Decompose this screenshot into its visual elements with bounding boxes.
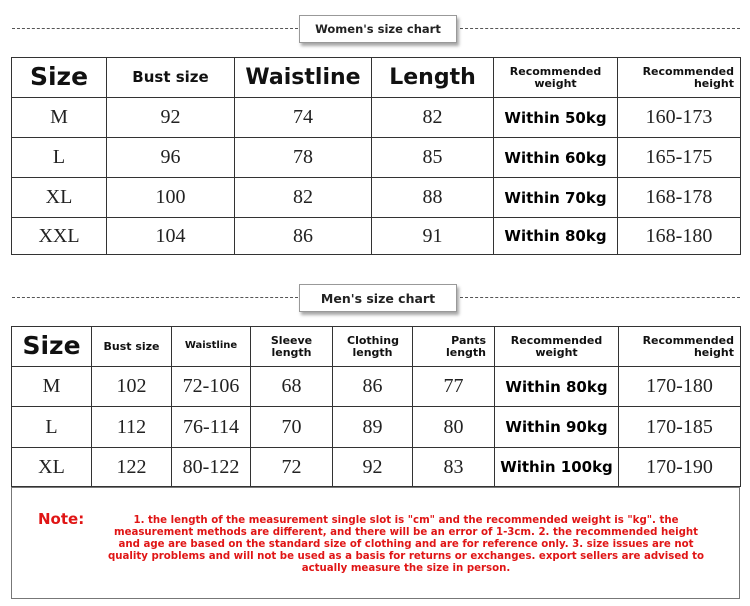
- height-cell: 165-175: [618, 138, 741, 178]
- clothing-length-cell: 92: [333, 448, 413, 487]
- size-cell: L: [12, 138, 107, 178]
- men-header-row: [12, 327, 741, 367]
- sleeve-length-cell: 72: [251, 448, 333, 487]
- height-cell: 170-190: [619, 448, 741, 487]
- weight-cell: Within 80kg: [494, 218, 618, 255]
- size-cell: XXL: [12, 218, 107, 255]
- table-row: [12, 138, 741, 178]
- women-header-row: [12, 58, 741, 98]
- table-row: [12, 448, 741, 487]
- bust-cell: 112: [92, 407, 172, 448]
- sleeve-length-cell: 68: [251, 367, 333, 407]
- note-label: Note:: [38, 510, 85, 528]
- col-header-size: Size: [12, 327, 92, 367]
- length-cell: 88: [372, 178, 494, 218]
- col-header-waistline: Waistline: [172, 327, 251, 367]
- weight-cell: Within 100kg: [495, 448, 619, 487]
- length-cell: 91: [372, 218, 494, 255]
- size-cell: M: [12, 98, 107, 138]
- bust-cell: 102: [92, 367, 172, 407]
- pants-length-cell: 80: [413, 407, 495, 448]
- table-row: [12, 367, 741, 407]
- col-header-size: Size: [12, 58, 107, 98]
- col-header-height: Recommended height: [618, 58, 741, 98]
- men-chart-title: Men's size chart: [299, 284, 457, 312]
- length-cell: 82: [372, 98, 494, 138]
- col-header-length: Length: [372, 58, 494, 98]
- height-cell: 160-173: [618, 98, 741, 138]
- waistline-cell: 72-106: [172, 367, 251, 407]
- waistline-cell: 76-114: [172, 407, 251, 448]
- col-header-bust: Bust size: [107, 58, 235, 98]
- length-cell: 85: [372, 138, 494, 178]
- col-header-weight: Recommended weight: [494, 58, 618, 98]
- men-divider-left: [12, 297, 298, 298]
- height-cell: 170-180: [619, 367, 741, 407]
- size-cell: XL: [12, 448, 92, 487]
- bust-cell: 104: [107, 218, 235, 255]
- clothing-length-cell: 89: [333, 407, 413, 448]
- note-box: [11, 487, 740, 599]
- note-text: 1. the length of the measurement single slot is "cm" and the recommended weight is "kg". the measurement methods are different, and there will be an error of 1-3cm. 2. the recommended height and age are based on the standard size of clothing and are for reference only. 3. size issues are not quality problems and will not be used as a basis for returns or exchanges. export sellers are advised to actually measure the size in person.: [108, 515, 704, 574]
- col-header-waistline: Waistline: [235, 58, 372, 98]
- waistline-cell: 80-122: [172, 448, 251, 487]
- bust-cell: 96: [107, 138, 235, 178]
- pants-length-cell: 77: [413, 367, 495, 407]
- col-header-height: Recommended height: [619, 327, 741, 367]
- col-header-weight: Recommended weight: [495, 327, 619, 367]
- clothing-length-cell: 86: [333, 367, 413, 407]
- women-divider-left: [12, 28, 298, 29]
- waistline-cell: 82: [235, 178, 372, 218]
- sleeve-length-cell: 70: [251, 407, 333, 448]
- women-size-table: [11, 57, 741, 255]
- col-header-pants-length: Pants length: [413, 327, 495, 367]
- waistline-cell: 74: [235, 98, 372, 138]
- waistline-cell: 86: [235, 218, 372, 255]
- size-cell: M: [12, 367, 92, 407]
- table-row: [12, 407, 741, 448]
- waistline-cell: 78: [235, 138, 372, 178]
- col-header-bust: Bust size: [92, 327, 172, 367]
- height-cell: 168-180: [618, 218, 741, 255]
- height-cell: 170-185: [619, 407, 741, 448]
- women-chart-title: Women's size chart: [299, 15, 457, 43]
- col-header-sleeve-length: Sleeve length: [251, 327, 333, 367]
- bust-cell: 92: [107, 98, 235, 138]
- weight-cell: Within 50kg: [494, 98, 618, 138]
- height-cell: 168-178: [618, 178, 741, 218]
- table-row: [12, 218, 741, 255]
- men-size-table: [11, 326, 741, 487]
- women-divider-right: [460, 28, 740, 29]
- table-row: [12, 98, 741, 138]
- weight-cell: Within 80kg: [495, 367, 619, 407]
- weight-cell: Within 90kg: [495, 407, 619, 448]
- size-cell: L: [12, 407, 92, 448]
- col-header-clothing-length: Clothing length: [333, 327, 413, 367]
- men-divider-right: [460, 297, 740, 298]
- table-row: [12, 178, 741, 218]
- weight-cell: Within 70kg: [494, 178, 618, 218]
- bust-cell: 122: [92, 448, 172, 487]
- weight-cell: Within 60kg: [494, 138, 618, 178]
- bust-cell: 100: [107, 178, 235, 218]
- pants-length-cell: 83: [413, 448, 495, 487]
- size-cell: XL: [12, 178, 107, 218]
